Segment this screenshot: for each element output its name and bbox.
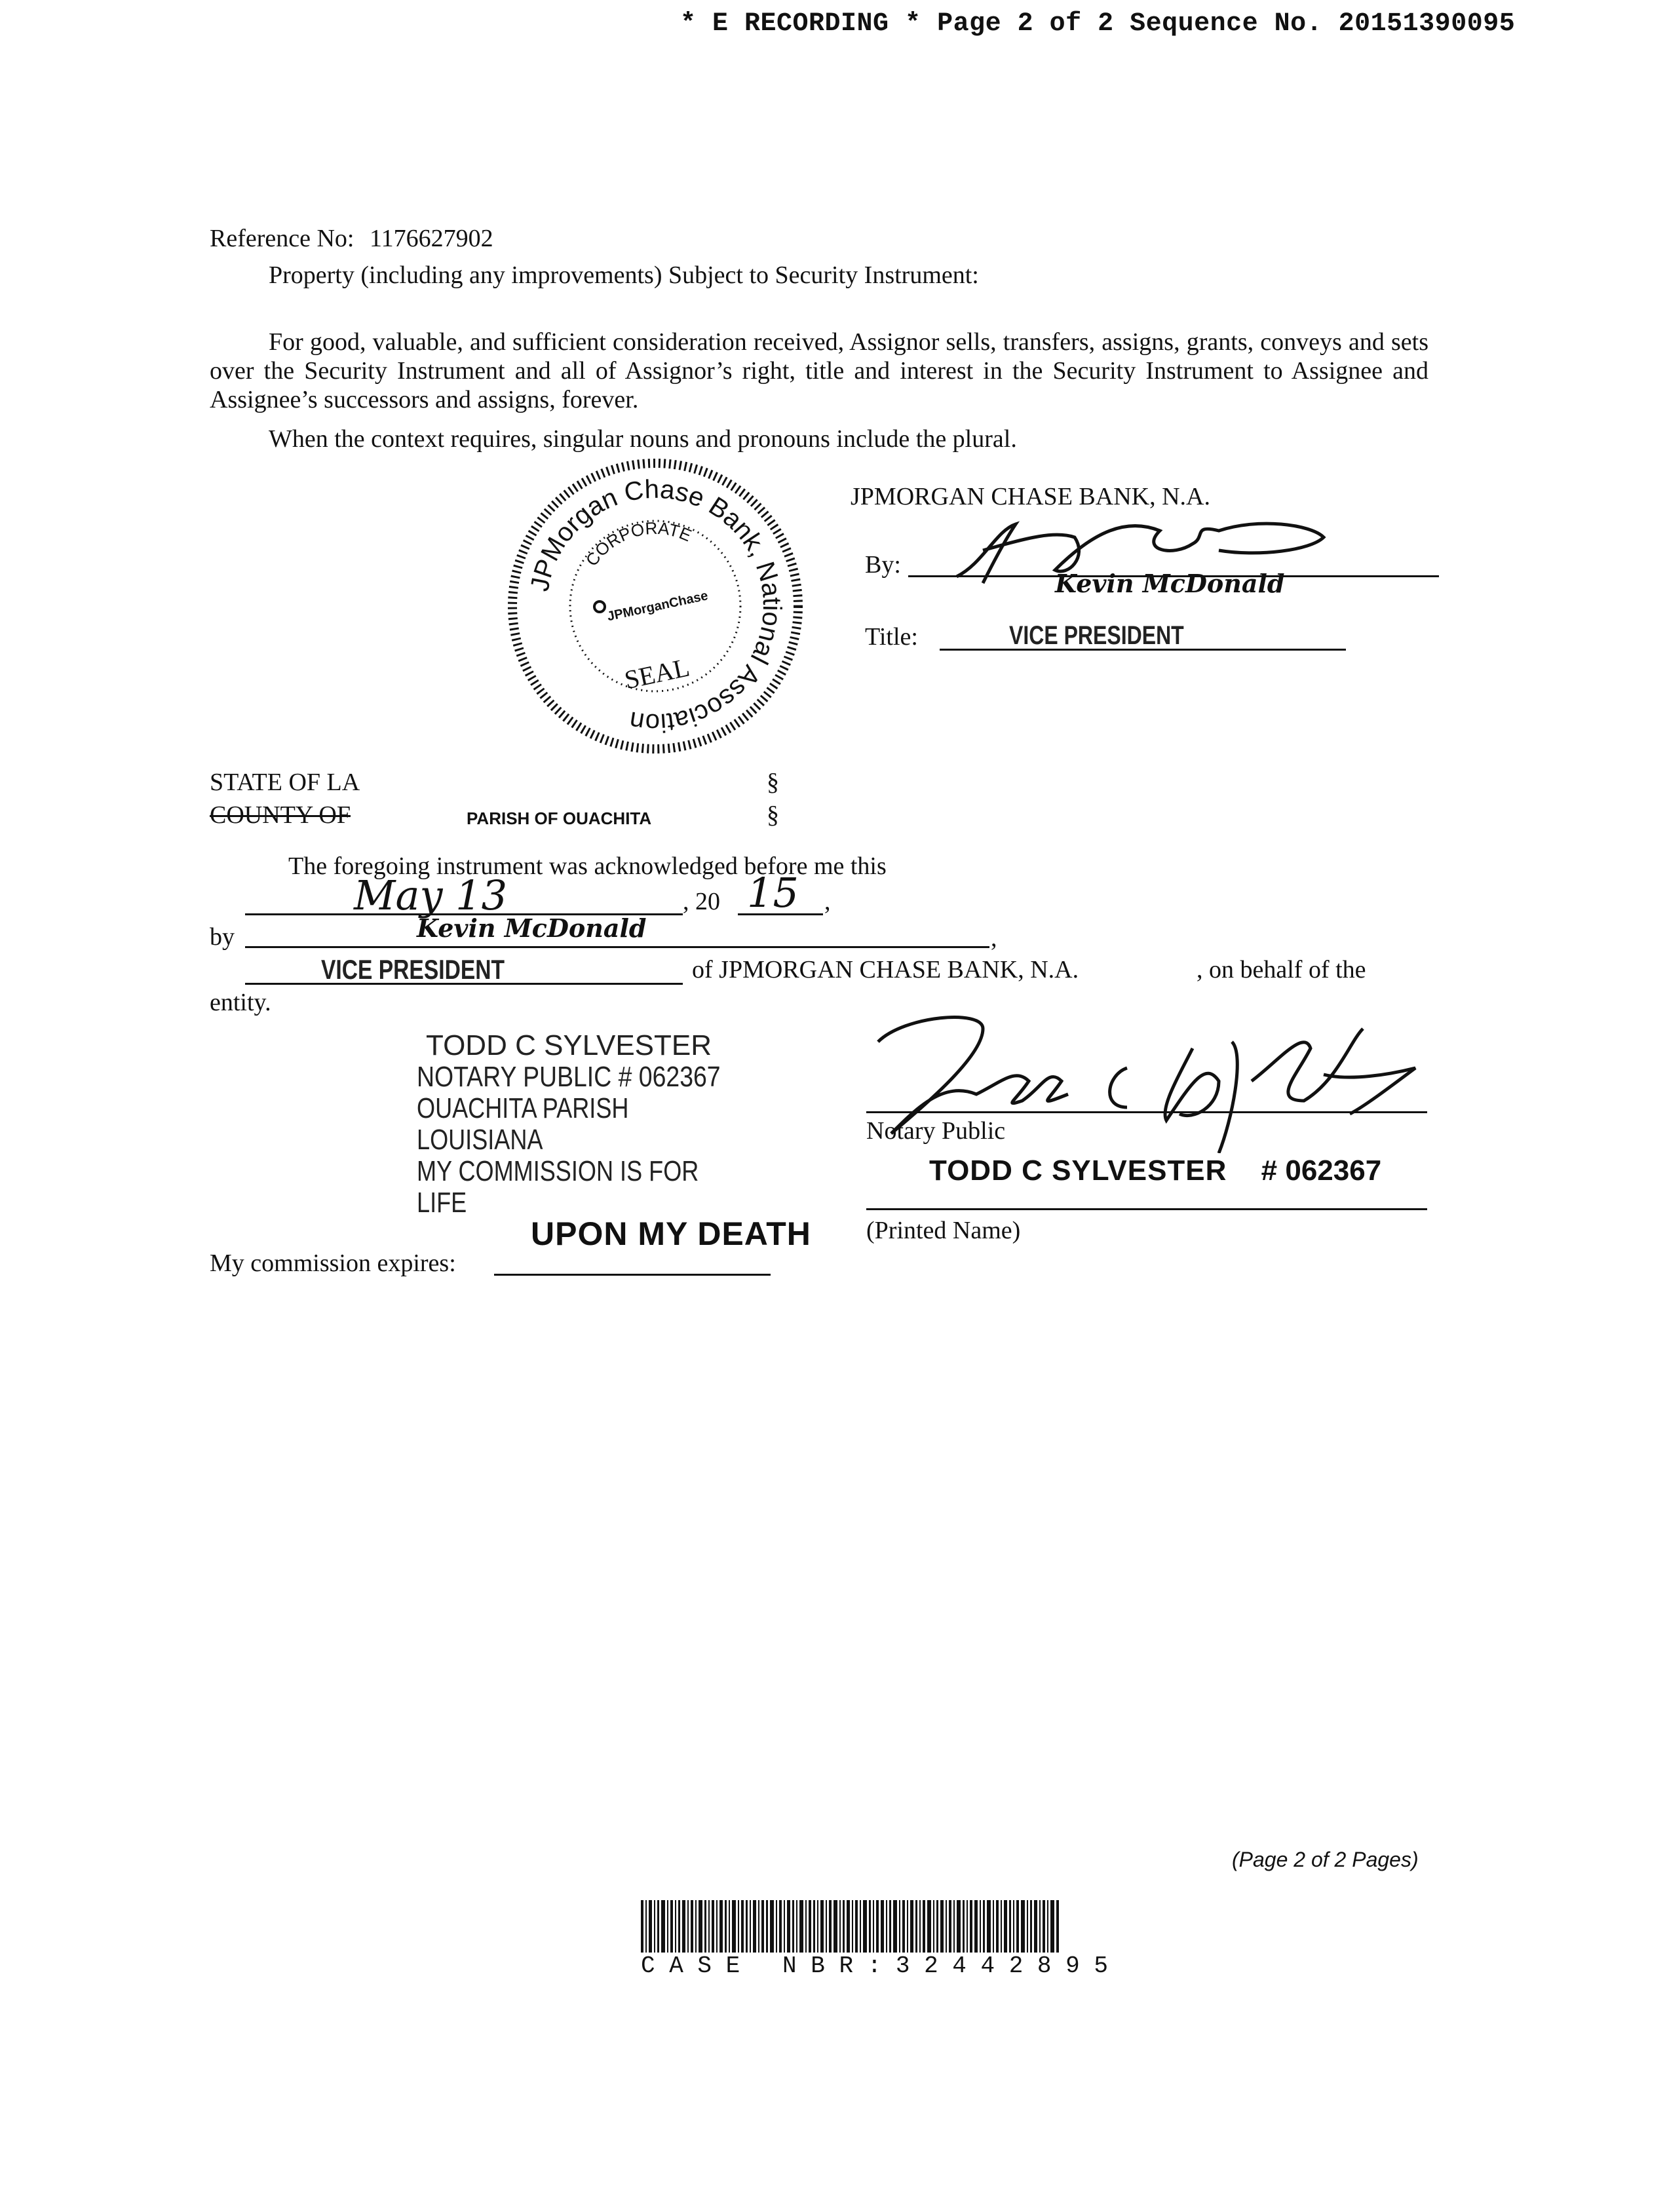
parish-stamp: PARISH OF OUACHITA <box>467 809 652 828</box>
section-symbol-2: § <box>767 801 779 829</box>
by-printed-name: Kevin McDonald <box>1055 569 1285 598</box>
seal-word: SEAL <box>622 652 693 695</box>
acknowledgment-intro: The foregoing instrument was acknowledged before me this <box>288 852 887 880</box>
bank-name: JPMORGAN CHASE BANK, N.A. <box>851 483 1210 510</box>
notary-stamp-line1: TODD C SYLVESTER <box>426 1029 712 1061</box>
page-note: (Page 2 of 2 Pages) <box>1232 1848 1419 1871</box>
ack-by-name: Kevin McDonald <box>417 913 647 943</box>
of-bank-text: of JPMORGAN CHASE BANK, N.A. <box>692 956 1079 983</box>
seal-corporate-text: CORPORATE <box>581 518 695 570</box>
year-handwritten: 15 <box>747 869 799 917</box>
notary-printed-name <box>929 1154 1381 1187</box>
notary-stamp <box>417 1030 784 1219</box>
notary-stamp-line2: NOTARY PUBLIC # 062367 <box>417 1061 721 1093</box>
notary-printed-name-text: TODD C SYLVESTER <box>929 1154 1227 1187</box>
date-comma: , <box>824 888 831 915</box>
recording-header: * E RECORDING * Page 2 of 2 Sequence No. 20151390095 <box>680 9 1516 39</box>
notary-signature-line <box>866 1111 1427 1113</box>
notary-stamp-line3: OUACHITA PARISH LOUISIANA <box>417 1092 629 1156</box>
by-label: By: <box>865 551 901 579</box>
entity-text: entity. <box>210 989 271 1016</box>
county-struck: COUNTY OF <box>210 801 351 829</box>
ack-by-line <box>245 946 989 948</box>
officer-title-stamp: VICE PRESIDENT <box>321 954 505 985</box>
commission-stamp: UPON MY DEATH <box>531 1215 811 1252</box>
notary-printed-number: # 062367 <box>1261 1154 1382 1187</box>
behalf-text: , on behalf of the <box>1197 956 1366 983</box>
reference-line <box>210 224 493 253</box>
year-prefix: , 20 <box>683 888 720 915</box>
by-label-ack: by <box>210 923 235 951</box>
reference-label: Reference No: <box>210 225 354 252</box>
commission-line <box>494 1274 771 1276</box>
seal-logo-text: JPMorganChase <box>605 588 710 624</box>
printed-name-label: (Printed Name) <box>866 1217 1021 1244</box>
section-symbol-1: § <box>767 769 779 796</box>
property-line: Property (including any improvements) Subject to Security Instrument: <box>269 261 979 289</box>
reference-number: 1176627902 <box>370 225 493 252</box>
context-line: When the context requires, singular nouns and pronouns include the plural. <box>269 425 1017 453</box>
commission-label: My commission expires: <box>210 1249 456 1277</box>
ack-by-comma: , <box>991 925 997 952</box>
barcode-caption: C A S E N B R : 3 2 4 4 2 8 9 5 <box>641 1953 1108 1979</box>
corporate-seal <box>501 452 809 760</box>
notary-public-label: Notary Public <box>866 1117 1006 1145</box>
title-label: Title: <box>865 623 918 651</box>
state-label: STATE OF LA <box>210 769 360 796</box>
notary-stamp-line4: MY COMMISSION IS FOR LIFE <box>417 1155 699 1219</box>
title-stamp: VICE PRESIDENT <box>1009 621 1184 650</box>
assignment-paragraph: For good, valuable, and sufficient consideration received, Assignor sells, transfers, assigns, grants, conveys and sets over the Security Instrument and all of Assignor’s right, title and interest in the Security Instrument to Assignee and Assignee’s successors and assigns, forever. <box>210 328 1428 413</box>
printed-name-line <box>866 1208 1427 1210</box>
barcode <box>641 1900 1060 1953</box>
date-handwritten: May 13 <box>354 871 508 919</box>
seal-outer-text: JPMorgan Chase Bank, National Association <box>525 474 787 738</box>
